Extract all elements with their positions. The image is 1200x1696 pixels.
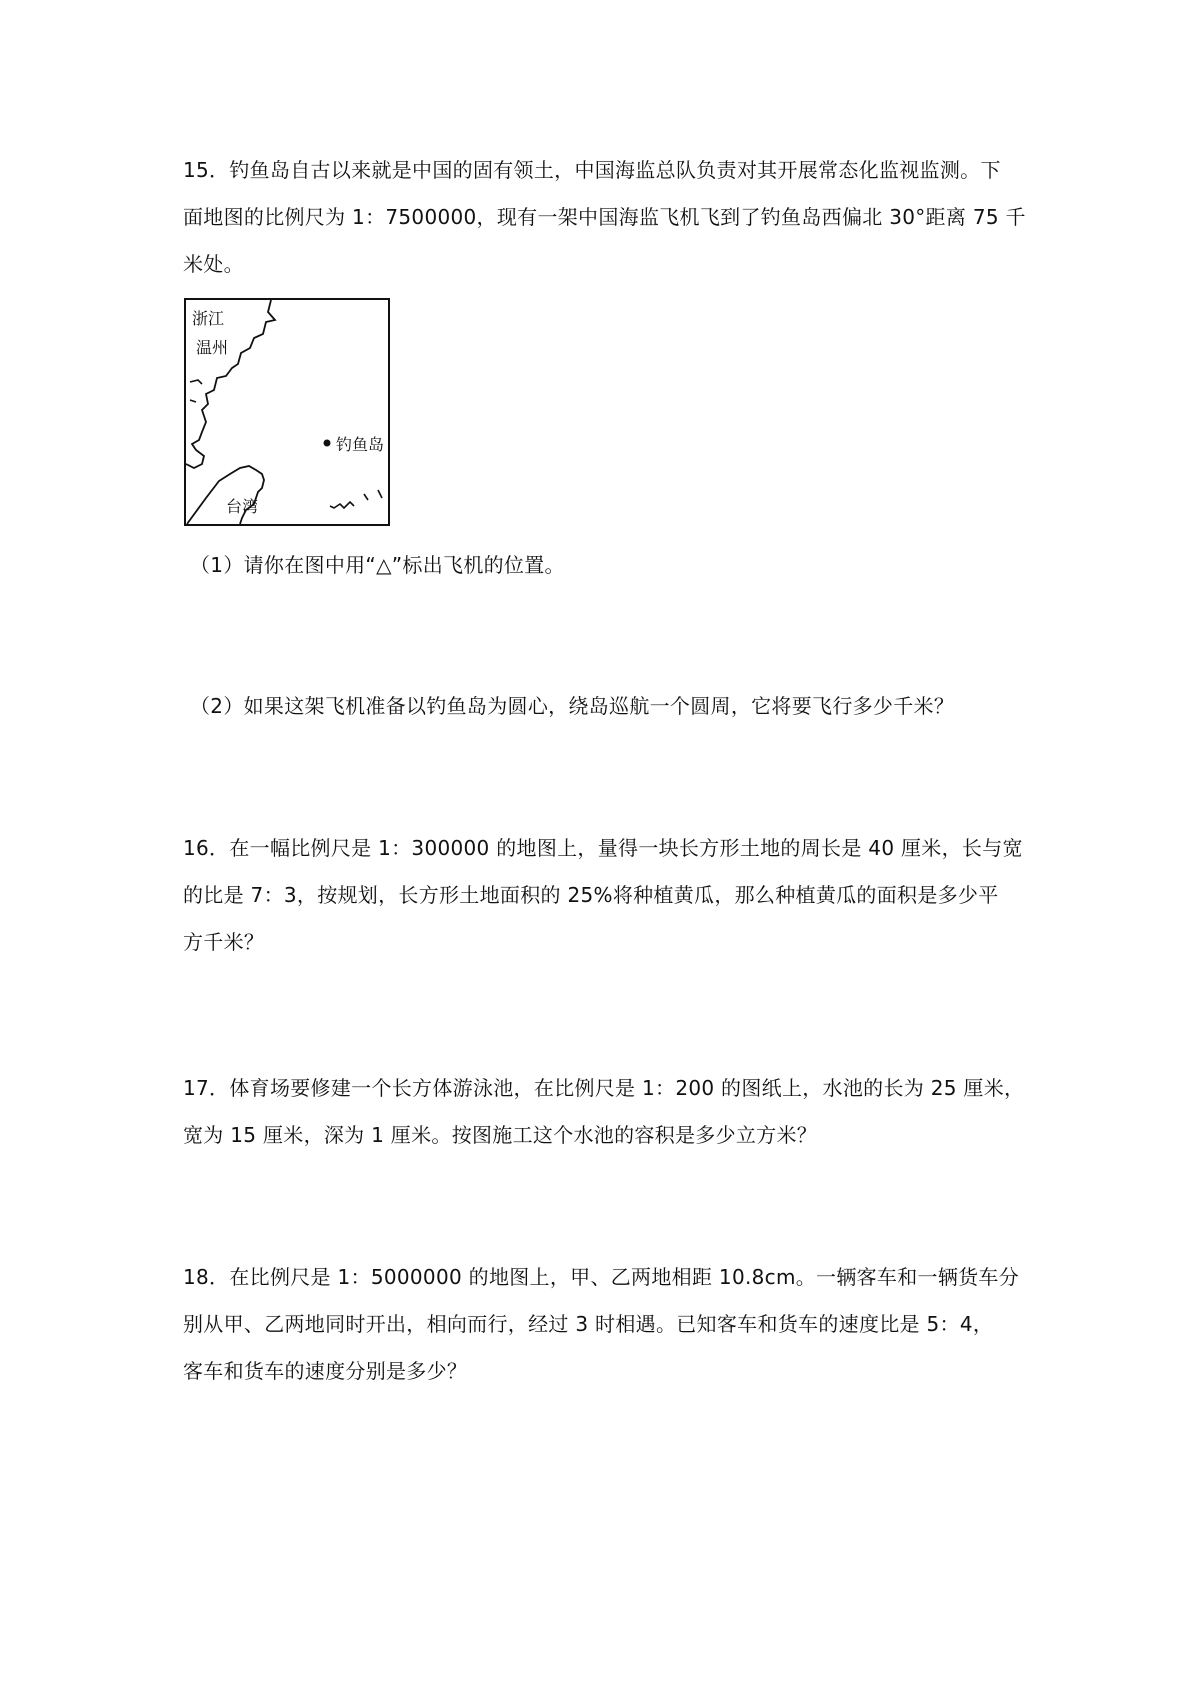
q15-map [184, 298, 390, 526]
q17-line-2: 宽为 15 厘米，深为 1 厘米。按图施工这个水池的容积是多少立方米？ [183, 1123, 818, 1147]
label-zhejiang: 浙江 [192, 309, 225, 328]
label-diaoyudao: 钓鱼岛 [336, 435, 385, 454]
q15-line-1: 15．钓鱼岛自古以来就是中国的固有领土，中国海监总队负责对其开展常态化监视监测。下 [183, 158, 1001, 182]
q15-part-2: （2）如果这架飞机准备以钓鱼岛为圆心，绕岛巡航一个圆周，它将要飞行多少千米？ [190, 694, 955, 718]
q18-line-2: 别从甲、乙两地同时开出，相向而行，经过 3 时相遇。已知客车和货车的速度比是 5：4， [183, 1312, 994, 1336]
q15-part-1: （1）请你在图中用“△”标出飞机的位置。 [190, 553, 565, 577]
q16-line-3: 方千米？ [183, 930, 265, 954]
q17-line-1: 17．体育场要修建一个长方体游泳池，在比例尺是 1：200 的图纸上，水池的长为 25 厘米， [183, 1076, 1025, 1100]
q16-line-1: 16．在一幅比例尺是 1：300000 的地图上，量得一块长方形土地的周长是 40 厘米，长与宽 [183, 836, 1023, 860]
q15-line-3: 米处。 [183, 252, 244, 276]
q16-line-2: 的比是 7：3，按规划，长方形土地面积的 25%将种植黄瓜，那么种植黄瓜的面积是多少平 [183, 883, 999, 907]
q18-line-1: 18．在比例尺是 1：5000000 的地图上，甲、乙两地相距 10.8cm。一辆客车和一辆货车分 [183, 1265, 1020, 1289]
diaoyudao-dot [324, 440, 331, 447]
label-taiwan: 台湾 [226, 497, 259, 516]
map-frame [185, 299, 389, 525]
label-wenzhou: 温州 [196, 338, 229, 357]
q15-line-2: 面地图的比例尺为 1：7500000，现有一架中国海监飞机飞到了钓鱼岛西偏北 30°距离 75 千 [183, 205, 1026, 229]
q18-line-3: 客车和货车的速度分别是多少？ [183, 1359, 468, 1383]
